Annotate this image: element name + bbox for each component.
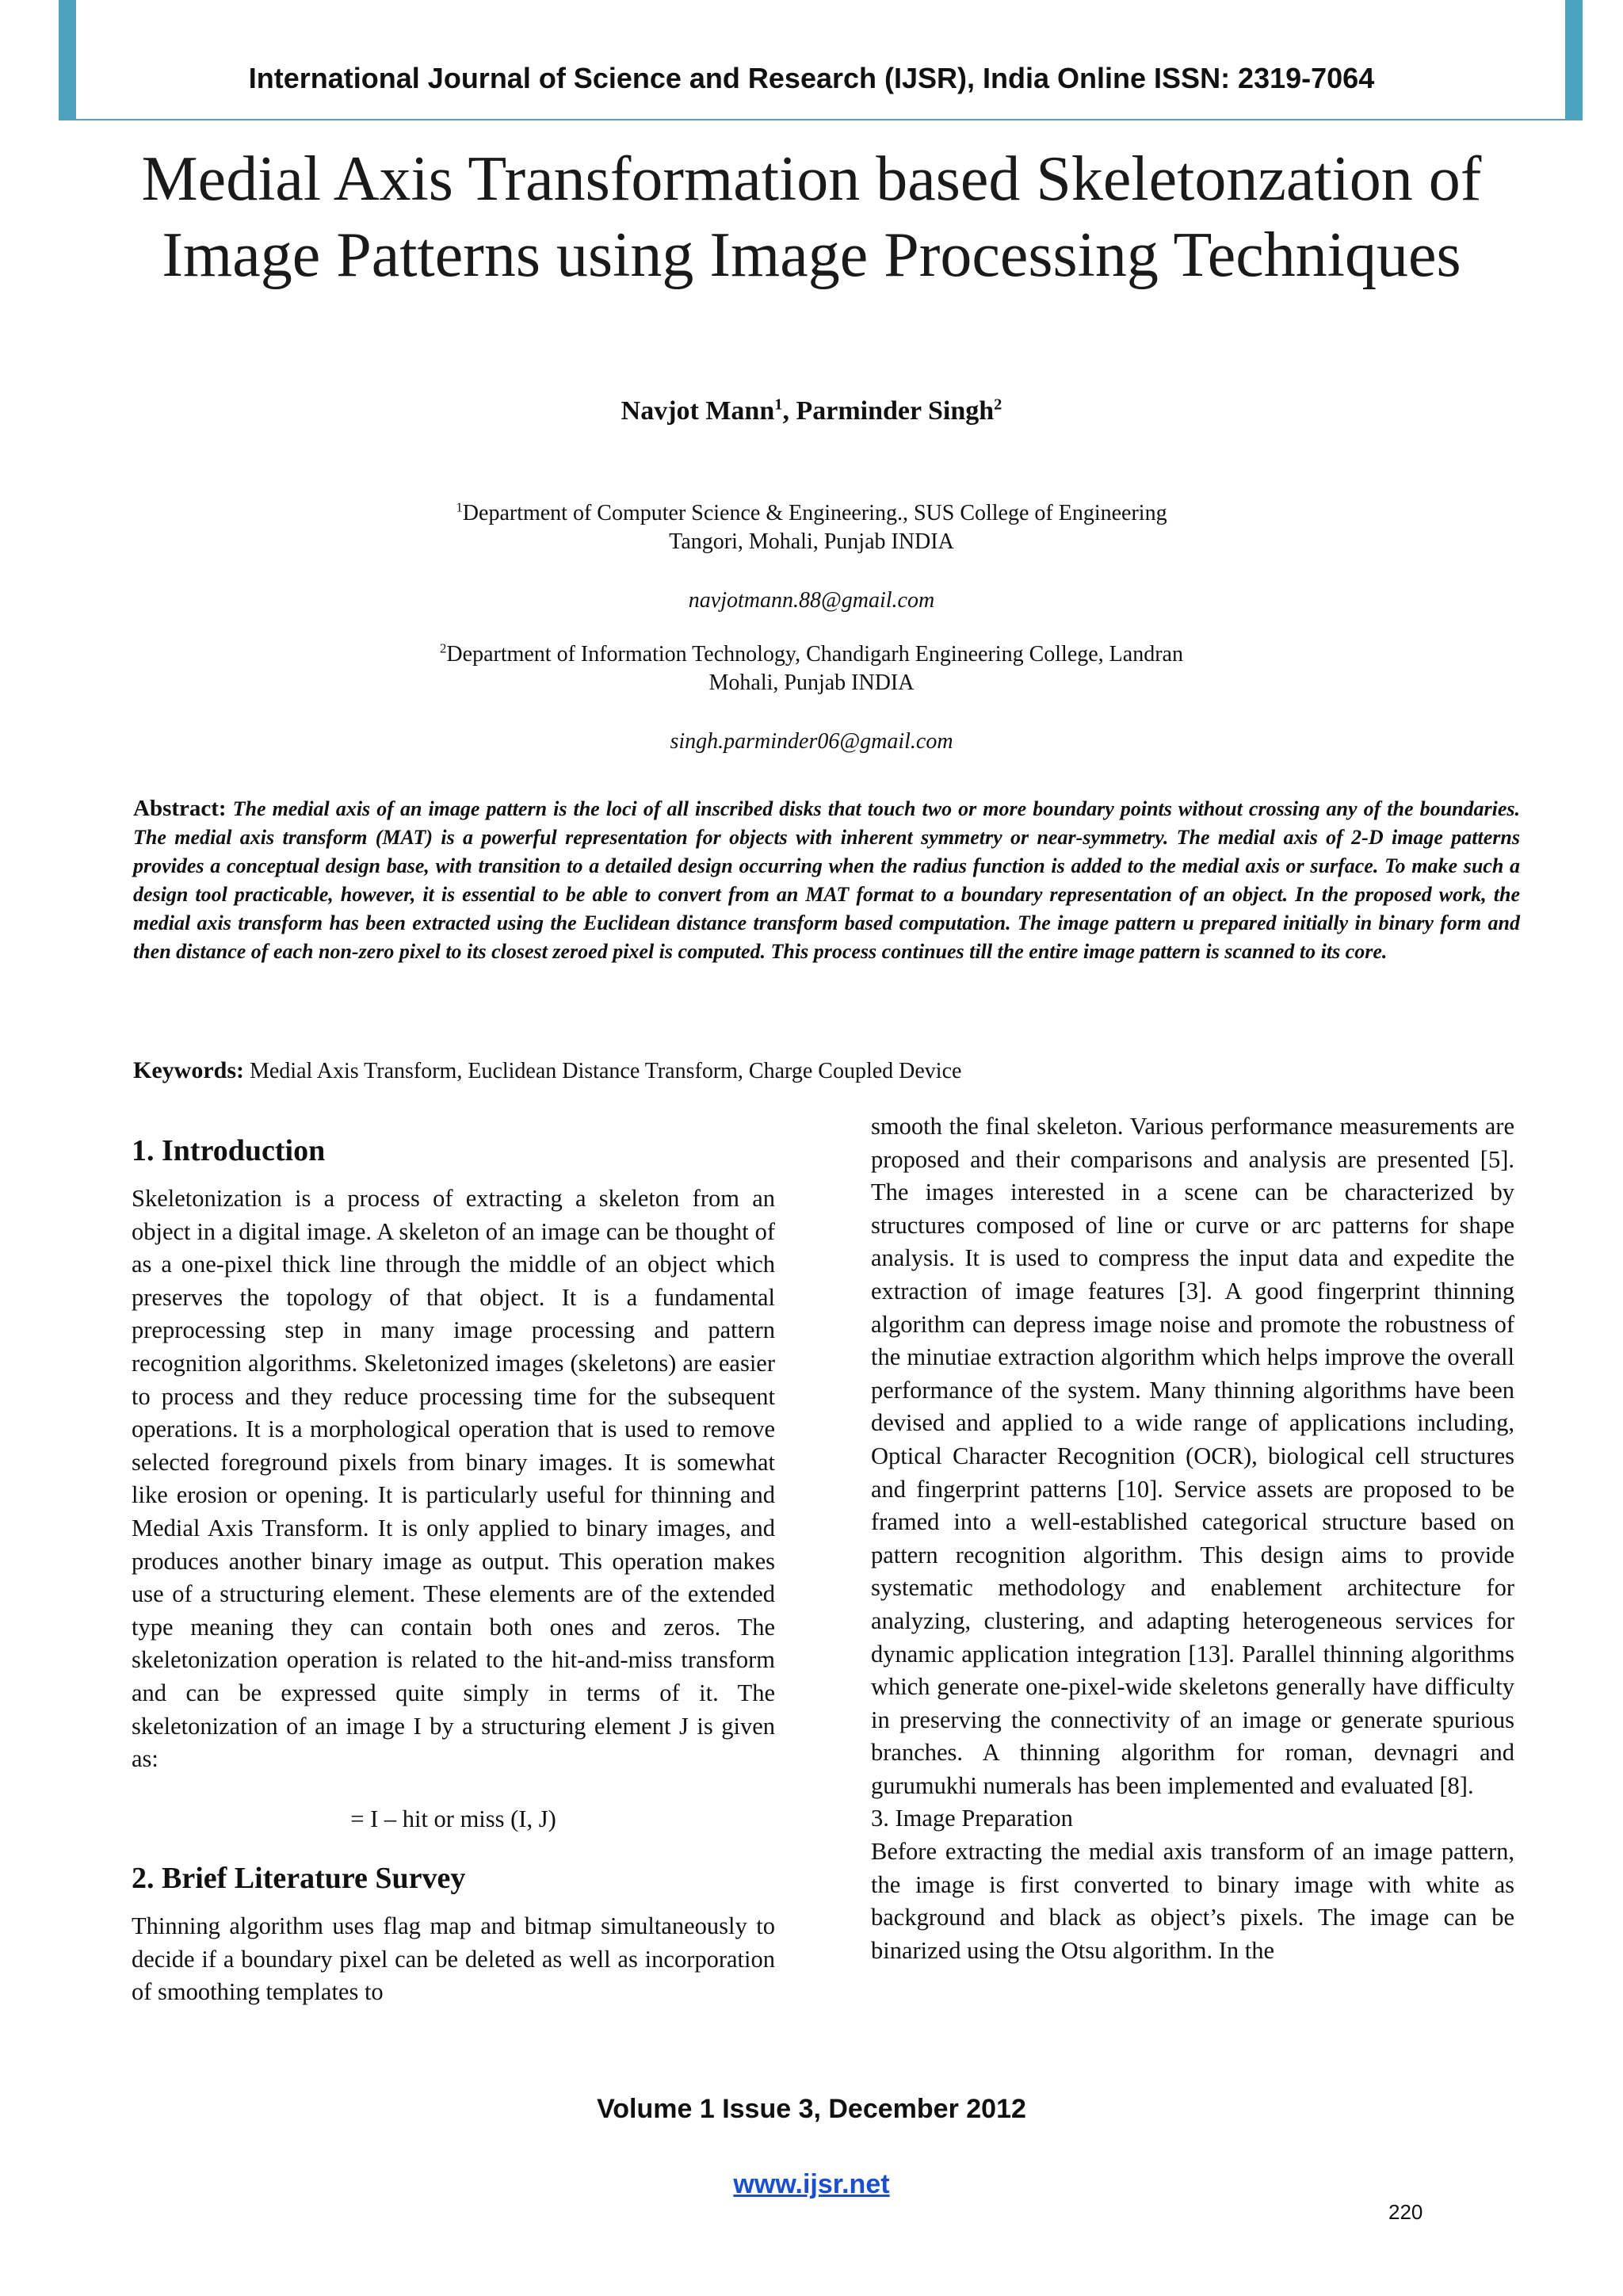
abstract-label: Abstract:: [133, 796, 227, 821]
affiliation-line: Tangori, Mohali, Punjab INDIA: [669, 529, 954, 554]
section-heading-literature: 2. Brief Literature Survey: [132, 1862, 466, 1896]
author-sup: 2: [994, 395, 1002, 414]
paper-title: Medial Axis Transformation based Skeletonzation of Image Patterns using Image Processing Techniques: [141, 144, 1482, 290]
abstract-text: The medial axis of an image pattern is the loci of all inscribed disks that touch two or more boundary points without crossing any of the boundaries. The medial axis transform (MAT) is a powerful representation for objects with inherent symmetry or near-symmetry. The medial axis of 2-D image patterns provides a conceptual design base, with transition to a detailed design occurring when the radius function is added to the medial axis or surface. To make such a design tool practicable, however, it is essential to be able to convert from an MAT format to a boundary representation of an object. In the proposed work, the medial axis transform has been extracted using the Euclidean distance transform based computation. The image pattern u prepared initially in binary form and then distance of each non-zero pixel to its closest zeroed pixel is computed. This process continues till the entire image pattern is scanned to its core.: [133, 797, 1520, 963]
image-preparation-paragraph: Before extracting the medial axis transform of an image pattern, the image is first converted to binary image with white as background and black as object’s pixels. The image can be binarized using the Otsu algorithm. In the: [871, 1838, 1514, 1964]
affiliation-1: [0, 499, 1623, 556]
journal-header: International Journal of Science and Research (IJSR), India Online ISSN: 2319-7064: [248, 62, 1375, 94]
section-heading-introduction: 1. Introduction: [132, 1134, 326, 1167]
keywords-label: Keywords:: [133, 1057, 244, 1083]
affiliation-line: Mohali, Punjab INDIA: [708, 670, 915, 695]
page-number: 220: [1388, 2200, 1423, 2224]
right-column: [871, 1110, 1514, 1967]
author-email-2[interactable]: singh.parminder06@gmail.com: [670, 729, 953, 754]
abstract: [133, 794, 1520, 966]
introduction-paragraph: Skeletonization is a process of extracting a skeleton from an object in a digital image. A skeleton of an image can be thought of as a one-pixel thick line through the middle of an object which preserves the topology of that object. It is a fundamental preprocessing step in many image processing and pattern recognition algorithms. Skeletonized images (skeletons) are easier to process and they reduce processing time for the subsequent operations. It is a morphological operation that is used to remove selected foreground pixels from binary images. It is somewhat like erosion or opening. It is particularly useful for thinning and Medial Axis Transform. It is only applied to binary images, and produces another binary image as output. This operation makes use of a structuring element. These elements are of the extended type meaning they can contain both ones and zeros. The skeletonization operation is related to the hit-and-miss transform and can be expressed quite simply in terms of it. The skeletonization of an image I by a structuring element J is given as:: [132, 1185, 775, 1773]
keywords: [133, 1057, 1520, 1084]
section-heading-image-preparation: 3. Image Preparation: [871, 1805, 1073, 1832]
literature-paragraph-continued: smooth the final skeleton. Various performance measurements are proposed and their comparisons and analysis are presented [5]. The images interested in a scene can be characterized by structures composed of line or curve or arc patterns for shape analysis. It is used to compress the input data and expedite the extraction of image features [3]. A good fingerprint thinning algorithm can depress image noise and promote the robustness of the minutiae extraction algorithm which helps improve the overall performance of the system. Many thinning algorithms have been devised and applied to a wide range of applications including, Optical Character Recognition (OCR), biological cell structures and fingerprint patterns [10]. Service assets are proposed to be framed into a well-established categorical structure based on pattern recognition algorithm. This design aims to provide systematic methodology and enablement architecture for analyzing, clustering, and adapting heterogeneous services for dynamic application integration [13]. Parallel thinning algorithms which generate one-pixel-wide skeletons generally have difficulty in preserving the connectivity of an image or generate spurious branches. A thinning algorithm for roman, devnagri and gurumukhi numerals has been implemented and evaluated [8].: [871, 1113, 1514, 1799]
skeleton-formula: = I – hit or miss (I, J): [350, 1805, 556, 1832]
affiliation-line: Department of Computer Science & Engineering., SUS College of Engineering: [462, 501, 1167, 525]
author-name: Parminder Singh: [796, 396, 995, 426]
website-link[interactable]: www.ijsr.net: [733, 2169, 890, 2199]
author-list: Navjot Mann$^1$, Parminder Singh$^2$: [621, 395, 1002, 426]
literature-paragraph: Thinning algorithm uses flag map and bitmap simultaneously to decide if a boundary pixel can be deleted as well as incorporation of smoothing templates to: [132, 1912, 775, 2006]
volume-footer: Volume 1 Issue 3, December 2012: [597, 2094, 1026, 2124]
header-divider: [59, 119, 1583, 120]
affiliation-sup: 2: [440, 640, 447, 656]
author-email-1[interactable]: navjotmann.88@gmail.com: [688, 588, 935, 613]
left-column: [132, 1132, 775, 2009]
author-name: Navjot Mann: [621, 396, 775, 426]
affiliation-line: Department of Information Technology, Chandigarh Engineering College, Landran: [446, 642, 1183, 667]
affiliation-2: [0, 640, 1623, 697]
header-accent-bar-right: [1565, 0, 1583, 120]
author-sup: 1: [774, 395, 783, 414]
header-accent-bar-left: [59, 0, 76, 120]
keywords-text: Medial Axis Transform, Euclidean Distance Transform, Charge Coupled Device: [249, 1059, 962, 1083]
affiliation-sup: 1: [456, 499, 463, 515]
